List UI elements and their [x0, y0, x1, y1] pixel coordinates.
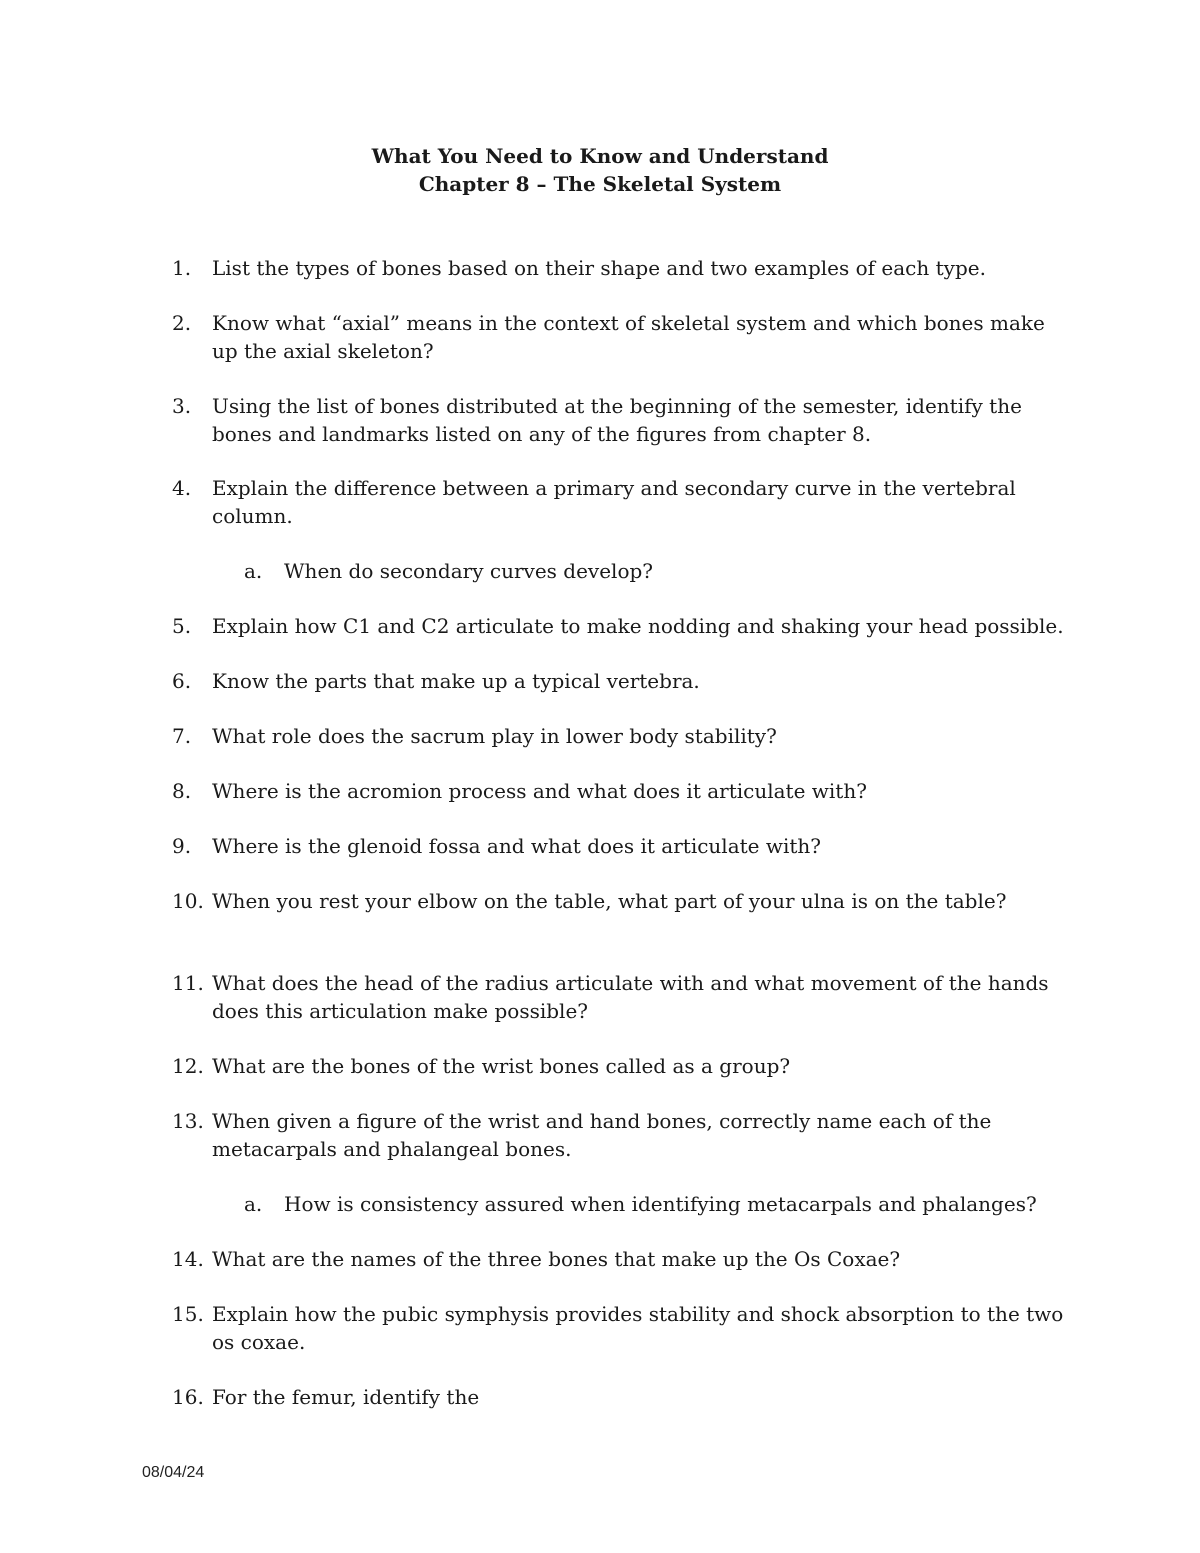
question-9 — [172, 832, 1072, 860]
question-number: 10. — [172, 889, 204, 913]
question-13 — [172, 1107, 1072, 1163]
question-text: Where is the glenoid fossa and what does it articulate with? — [212, 834, 822, 858]
question-text: List the types of bones based on their shape and two examples of each type. — [212, 256, 986, 280]
question-number: 7. — [172, 724, 192, 748]
question-text: Explain the difference between a primary and secondary curve in the vertebral column. — [212, 476, 1016, 528]
question-number: 12. — [172, 1054, 204, 1078]
question-number: 5. — [172, 614, 192, 638]
question-text: What does the head of the radius articulate with and what movement of the hands does this articulation make possible? — [212, 971, 1049, 1023]
subquestion-letter: a. — [244, 1192, 263, 1216]
question-10 — [172, 887, 1072, 915]
question-text: What are the names of the three bones that make up the Os Coxae? — [212, 1247, 901, 1271]
question-13a — [244, 1190, 1074, 1218]
question-number: 1. — [172, 256, 192, 280]
subquestion-text: When do secondary curves develop? — [284, 559, 654, 583]
question-text: Know what “axial” means in the context of skeletal system and which bones make up the axial skeleton? — [212, 311, 1045, 363]
question-text: Using the list of bones distributed at the beginning of the semester, identify the bones and landmarks listed on any of the figures from chapter 8. — [212, 394, 1022, 446]
question-7 — [172, 722, 1072, 750]
question-text: Know the parts that make up a typical vertebra. — [212, 669, 700, 693]
question-16 — [172, 1383, 1072, 1411]
question-2 — [172, 309, 1072, 365]
question-text: What role does the sacrum play in lower body stability? — [212, 724, 777, 748]
question-number: 11. — [172, 971, 204, 995]
question-4 — [172, 474, 1072, 530]
question-number: 14. — [172, 1247, 204, 1271]
question-number: 8. — [172, 779, 192, 803]
question-14 — [172, 1245, 1072, 1273]
question-11 — [172, 969, 1072, 1025]
question-number: 15. — [172, 1302, 204, 1326]
question-text: Explain how the pubic symphysis provides stability and shock absorption to the two os coxae. — [212, 1302, 1064, 1354]
question-number: 13. — [172, 1109, 204, 1133]
question-6 — [172, 667, 1072, 695]
question-text: For the femur, identify the — [212, 1385, 480, 1409]
chapter-title: Chapter 8 – The Skeletal System — [418, 172, 782, 196]
question-3 — [172, 392, 1072, 448]
question-number: 6. — [172, 669, 192, 693]
question-15 — [172, 1300, 1072, 1356]
subquestion-text: How is consistency assured when identifying metacarpals and phalanges? — [284, 1192, 1037, 1216]
question-5 — [172, 612, 1072, 640]
question-text: When you rest your elbow on the table, what part of your ulna is on the table? — [212, 889, 1007, 913]
question-text: When given a figure of the wrist and hand bones, correctly name each of the metacarpals and phalangeal bones. — [212, 1109, 992, 1161]
question-4a — [244, 557, 1074, 585]
question-text: Where is the acromion process and what does it articulate with? — [212, 779, 867, 803]
subquestion-letter: a. — [244, 559, 263, 583]
footer-date: 08/04/24 — [142, 1464, 205, 1481]
question-8 — [172, 777, 1072, 805]
question-number: 4. — [172, 476, 192, 500]
question-12 — [172, 1052, 1072, 1080]
document-title: What You Need to Know and Understand — [371, 144, 829, 168]
question-number: 9. — [172, 834, 192, 858]
question-number: 2. — [172, 311, 192, 335]
question-1 — [172, 254, 1072, 282]
question-number: 3. — [172, 394, 192, 418]
question-text: Explain how C1 and C2 articulate to make nodding and shaking your head possible. — [212, 614, 1064, 638]
question-text: What are the bones of the wrist bones called as a group? — [212, 1054, 791, 1078]
question-number: 16. — [172, 1385, 204, 1409]
